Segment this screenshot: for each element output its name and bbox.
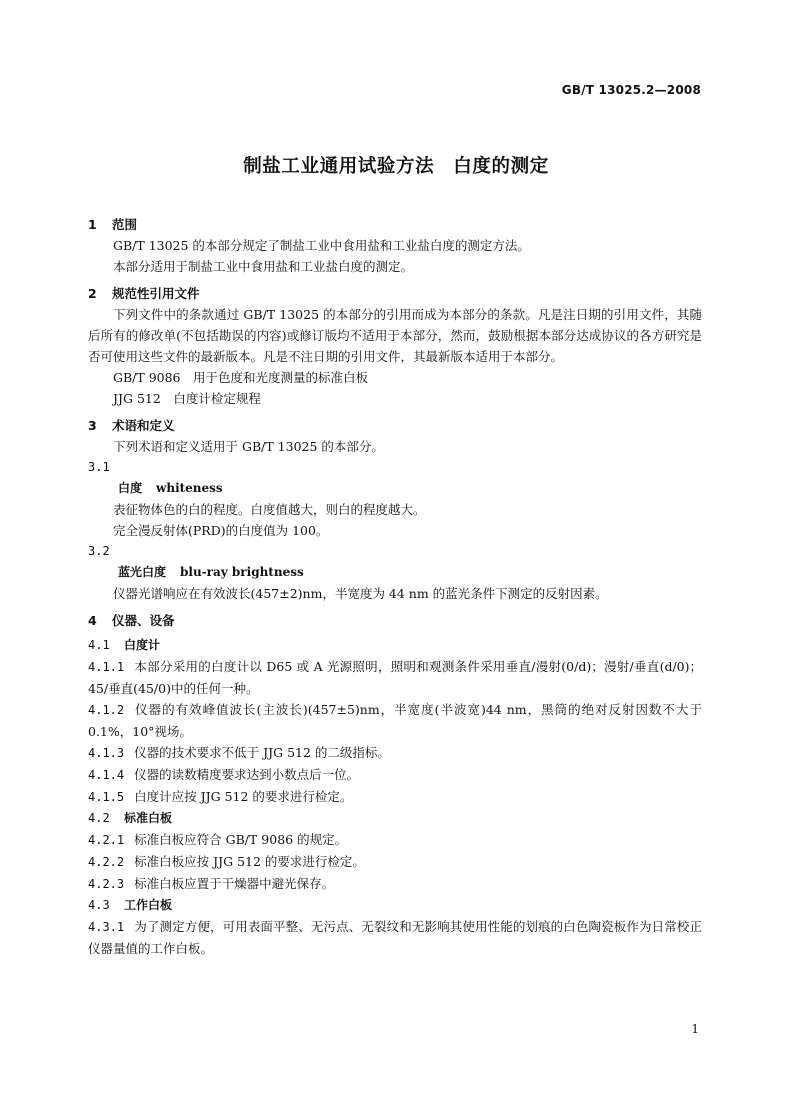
- term-zh: 白度: [118, 481, 143, 495]
- clause-number: 4.1.3: [88, 746, 125, 760]
- clause-text: 标准白板应按 JJG 512 的要求进行检定。: [134, 854, 365, 869]
- paragraph: 下列术语和定义适用于 GB/T 13025 的本部分。: [113, 439, 384, 454]
- subsection-number: 4.3: [88, 898, 110, 912]
- clause-text: 仪器的有效峰值波长(主波长)(457±5)nm，半宽度(半波宽)44 nm，黑筒的绝对反射因数不大于 0.1%，10°视场。: [88, 702, 702, 739]
- term-en: whiteness: [156, 481, 223, 495]
- document-body: [88, 214, 702, 959]
- section-heading-scope: [88, 214, 702, 235]
- section-heading-terms: [88, 415, 702, 436]
- clause-text: 标准白板应置于干燥器中避光保存。: [134, 876, 335, 891]
- paragraph: 下列文件中的条款通过 GB/T 13025 的本部分的引用而成为本部分的条款。凡是注日期的引用文件，其随后所有的修改单(不包括勘误的内容)或修订版均不适用于本部分，然而，鼓励根据本部分达成协议的各方研究是否可使用这些文件的最新版本。凡是不注日期的引用文件，其最新版本适用于本部分。: [88, 307, 702, 364]
- clause-text: 为了测定方便，可用表面平整、无污点、无裂纹和无影响其使用性能的划痕的白色陶瓷板作为日常校正仪器量值的工作白板。: [88, 919, 702, 956]
- clause-number: 4.1.4: [88, 768, 125, 782]
- section-title: 仪器、设备: [112, 613, 175, 628]
- paragraph: GB/T 13025 的本部分规定了制盐工业中食用盐和工业盐白度的测定方法。: [113, 238, 530, 253]
- clause-text: 标准白板应符合 GB/T 9086 的规定。: [134, 832, 348, 847]
- paragraph: 本部分适用于制盐工业中食用盐和工业盐白度的测定。: [113, 259, 414, 274]
- clause-number: 4.1.5: [88, 790, 125, 804]
- section-title: 规范性引用文件: [112, 286, 200, 301]
- clause-text: 本部分采用的白度计以 D65 或 A 光源照明，照明和观测条件采用垂直/漫射(0/d)；漫射/垂直(d/0)；45/垂直(45/0)中的任何一种。: [88, 659, 702, 696]
- clause-number: 4.2.2: [88, 855, 125, 869]
- clause-number: 4.2.3: [88, 877, 125, 891]
- reference-item: GB/T 9086 用于色度和光度测量的标准白板: [113, 370, 369, 385]
- subsection-title: 标准白板: [124, 811, 173, 825]
- term-zh: 蓝光白度: [118, 565, 167, 579]
- clause-item: [88, 742, 702, 764]
- subsection-number: 4.2: [88, 811, 110, 825]
- clause-text: 仪器的技术要求不低于 JJG 512 的二级指标。: [134, 745, 390, 760]
- clause-item: [88, 699, 702, 742]
- term-number: 3.2: [88, 544, 110, 558]
- term-definition: 仪器光谱响应在有效波长(457±2)nm，半宽度为 44 nm 的蓝光条件下测定的反射因素。: [113, 586, 608, 601]
- term-en: blu-ray brightness: [180, 565, 304, 579]
- document-title: 制盐工业通用试验方法 白度的测定: [243, 156, 549, 177]
- clause-number: 4.1.2: [88, 703, 125, 717]
- reference-item: JJG 512 白度计检定规程: [113, 391, 261, 406]
- section-number: 3: [88, 418, 97, 433]
- term-definition: 表征物体色的白的程度。白度值越大，则白的程度越大。: [113, 502, 426, 517]
- section-number: 1: [88, 217, 97, 232]
- subsection-heading-working-white-plate: [88, 895, 702, 916]
- subsection-heading-whiteness-meter: [88, 635, 702, 656]
- clause-item: [88, 786, 702, 808]
- clause-item: [88, 829, 702, 851]
- clause-item: [88, 656, 702, 699]
- term-heading: [88, 478, 702, 499]
- clause-number: 4.1.1: [88, 660, 125, 674]
- subsection-heading-standard-white-plate: [88, 808, 702, 829]
- term-number: 3.1: [88, 460, 110, 474]
- subsection-number: 4.1: [88, 638, 110, 652]
- term-note: 完全漫反射体(PRD)的白度值为 100。: [113, 523, 329, 538]
- clause-item: [88, 873, 702, 895]
- section-title: 范围: [112, 217, 138, 232]
- clause-number: 4.2.1: [88, 833, 125, 847]
- section-number: 2: [88, 286, 97, 301]
- section-heading-apparatus: [88, 610, 702, 631]
- clause-item: [88, 851, 702, 873]
- subsection-title: 白度计: [124, 638, 161, 652]
- section-title: 术语和定义: [112, 418, 175, 433]
- clause-item: [88, 916, 702, 959]
- term-heading: [88, 562, 702, 583]
- clause-text: 白度计应按 JJG 512 的要求进行检定。: [134, 789, 353, 804]
- document-code: GB/T 13025.2—2008: [561, 83, 701, 97]
- section-heading-normative-references: [88, 283, 702, 304]
- clause-number: 4.3.1: [88, 920, 125, 934]
- page-number: 1: [691, 1022, 699, 1036]
- section-number: 4: [88, 613, 97, 628]
- subsection-title: 工作白板: [124, 898, 173, 912]
- clause-item: [88, 764, 702, 786]
- clause-text: 仪器的读数精度要求达到小数点后一位。: [134, 767, 360, 782]
